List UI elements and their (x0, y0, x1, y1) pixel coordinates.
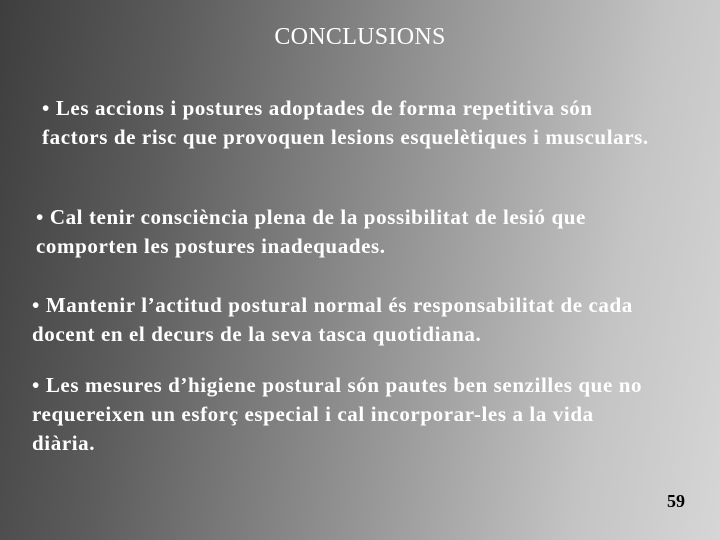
bullet-text: Les accions i postures adoptades de forma repetitiva són (55, 96, 593, 120)
bullet-line (36, 203, 586, 232)
bullet-text: Mantenir l’actitud postural normal és responsabilitat de cada (45, 293, 633, 317)
bullet-item-2 (36, 203, 586, 261)
bullet-line: requereixen un esforç especial i cal incorporar-les a la vida (32, 402, 594, 426)
bullet-line (42, 94, 649, 123)
bullet-text: Les mesures d’higiene postural són pautes ben senzilles que no (45, 373, 643, 397)
bullet-line: docent en el decurs de la seva tasca quotidiana. (32, 322, 482, 346)
bullet-point-icon: • (36, 205, 44, 229)
bullet-line: comporten les postures inadequades. (36, 234, 386, 258)
bullet-item-4 (32, 371, 642, 458)
bullet-text: Cal tenir consciència plena de la possibilitat de lesió que (49, 205, 586, 229)
bullet-point-icon: • (42, 96, 50, 120)
bullet-line (32, 291, 633, 320)
bullet-line: diària. (32, 431, 96, 455)
bullet-point-icon: • (32, 373, 40, 397)
bullet-item-3 (32, 291, 633, 349)
bullet-line: factors de risc que provoquen lesions esquelètiques i musculars. (42, 125, 649, 149)
bullet-point-icon: • (32, 293, 40, 317)
bullet-item-1 (42, 94, 649, 152)
bullet-line (32, 371, 642, 400)
page-number: 59 (667, 491, 685, 511)
slide-title: CONCLUSIONS (274, 24, 446, 50)
